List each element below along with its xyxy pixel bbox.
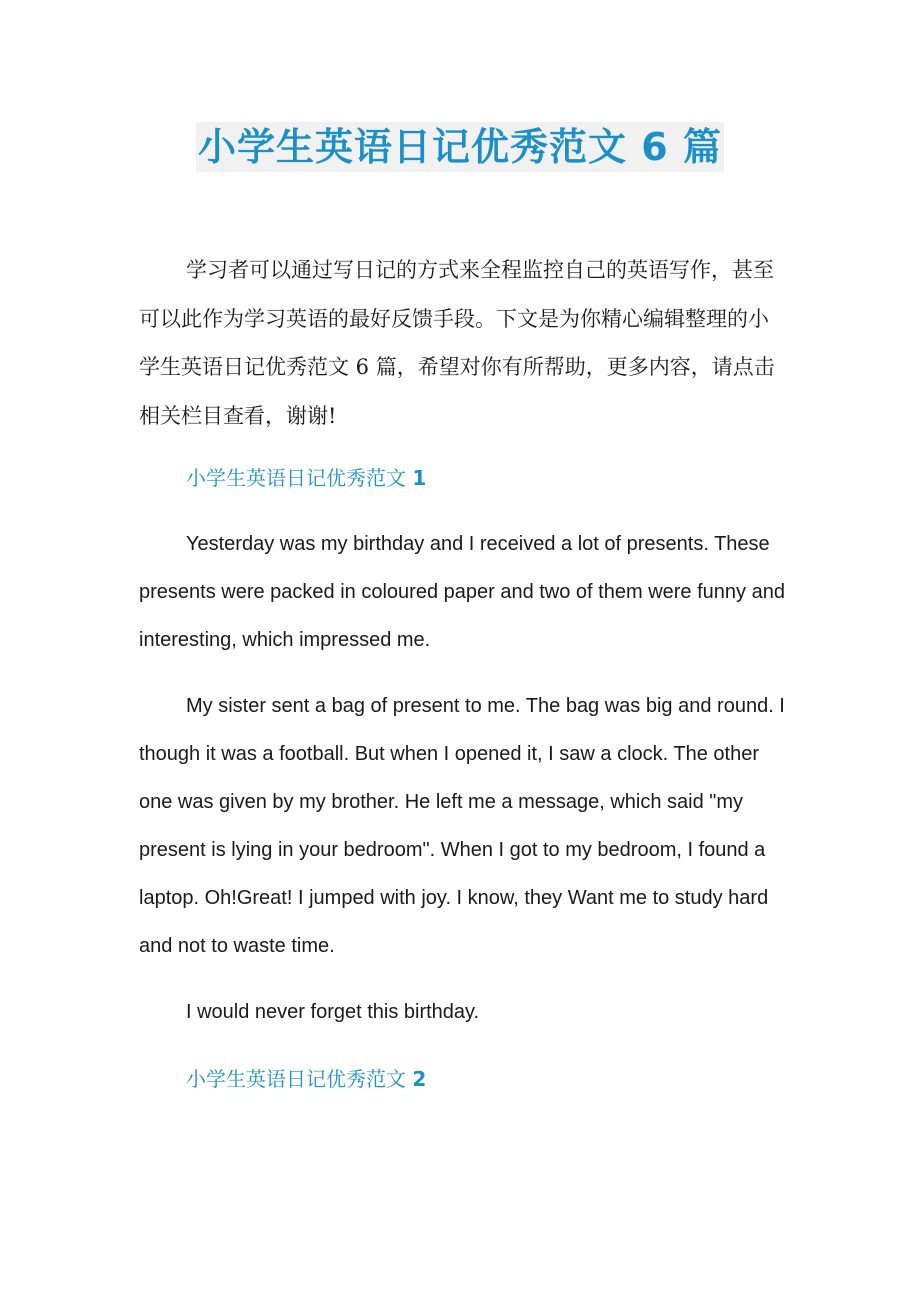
section-heading-2 [186, 1064, 426, 1094]
section-1-paragraph-1: Yesterday was my birthday and I received a lot of presents. These presents were packed in coloured paper and two of them were funny and interesting, which impressed me. [139, 533, 785, 651]
section-heading-1 [186, 463, 426, 493]
section-heading-1-text: 小学生英语日记优秀范文 [186, 466, 406, 490]
section-heading-2-text: 小学生英语日记优秀范文 [186, 1067, 406, 1091]
section-1-paragraph-3: I would never forget this birthday. [186, 1001, 480, 1023]
section-heading-1-number: 1 [412, 466, 427, 490]
section-1-paragraph-2: My sister sent a bag of present to me. The bag was big and round. I though it was a football. But when I opened it, I saw a clock. The other one was given by my brother. He left me a message, which said "my present is lying in your bedroom". When I got to my bedroom, I found a laptop. Oh!Great! I jumped with joy. I know, they Want me to study hard and not to waste time. [139, 695, 785, 957]
section-heading-2-number: 2 [412, 1067, 427, 1091]
page-title: 小学生英语日记优秀范文 6 篇 [196, 122, 724, 172]
intro-paragraph: 学习者可以通过写日记的方式来全程监控自己的英语写作，甚至可以此作为学习英语的最好反馈手段。下文是为你精心编辑整理的小学生英语日记优秀范文 6 篇，希望对你有所帮助，更多内容，请点击相关栏目查看，谢谢! [139, 258, 775, 428]
title-container [0, 122, 920, 172]
